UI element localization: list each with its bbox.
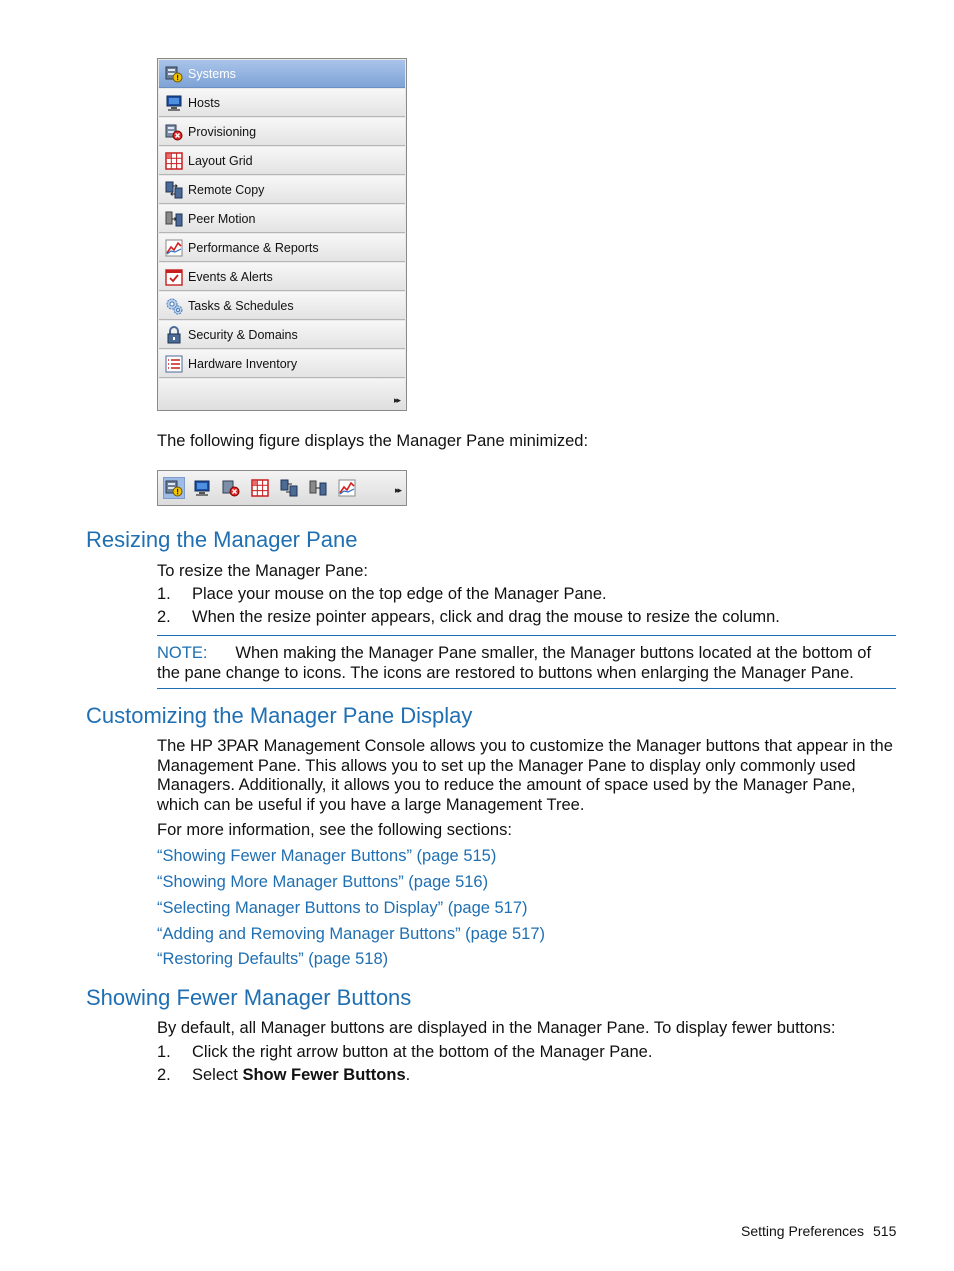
list-item: 2. When the resize pointer appears, click and drag the mouse to resize the column. [157,607,780,626]
list-item: 1. Place your mouse on the top edge of the Manager Pane. [157,585,607,603]
remote-copy-icon [165,181,183,199]
link-selecting-buttons[interactable]: “Selecting Manager Buttons to Display” (page 517) [157,899,528,917]
list-item: 2. Select Show Fewer Buttons. [157,1065,411,1084]
remote-copy-icon[interactable] [278,477,300,499]
manager-button-label: Hosts [188,95,220,110]
customizing-paragraph: The HP 3PAR Management Console allows you to customize the Manager buttons that appear in the Management Pane. This allows you to set up the Manager Pane to display only commonly used Managers. Additionally, it allows you to reduce the amount of space used by the Manager Pane, which can be useful if you have a large Management Tree. [157,737,893,814]
hosts-icon[interactable] [191,477,213,499]
link-showing-more[interactable]: “Showing More Manager Buttons” (page 516) [157,873,489,891]
link-restoring-defaults[interactable]: “Restoring Defaults” (page 518) [157,950,389,968]
manager-button-provisioning[interactable] [159,118,405,146]
more-buttons-arrow-icon[interactable]: ▸▸ [393,395,399,405]
note-text: When making the Manager Pane smaller, the Manager buttons located at the bottom of the pane change to icons. The icons are restored to buttons when enlarging the Manager Pane. [157,644,872,682]
fewer-steps [157,1043,897,1085]
manager-button-label: Provisioning [188,124,257,139]
provisioning-icon[interactable] [220,477,242,499]
manager-button-label: Events & Alerts [188,269,273,284]
manager-button-systems[interactable] [159,60,405,88]
more-info-text: For more information, see the following sections: [157,821,512,839]
systems-icon [165,65,183,83]
provisioning-icon [165,123,183,141]
manager-button-label: Remote Copy [188,182,265,197]
list-item: 1. Click the right arrow button at the bottom of the Manager Pane. [157,1043,653,1061]
manager-button-layout-grid[interactable] [159,147,405,175]
layout-grid-icon [165,152,183,170]
manager-button-performance-reports[interactable] [159,234,405,262]
manager-button-peer-motion[interactable] [159,205,405,233]
section-heading-fewer: Showing Fewer Manager Buttons [86,985,412,1010]
manager-button-hosts[interactable] [159,89,405,117]
minimized-caption: The following figure displays the Manager Pane minimized: [157,432,589,450]
layout-grid-icon[interactable] [249,477,271,499]
manager-button-label: Tasks & Schedules [188,298,294,313]
manager-button-hardware-inventory[interactable] [159,350,405,378]
security-icon [165,326,183,344]
manager-button-label: Hardware Inventory [188,356,298,371]
more-buttons-arrow-icon[interactable]: ▸▸ [394,485,400,495]
peer-motion-icon [165,210,183,228]
manager-pane-footer [159,379,405,410]
link-showing-fewer[interactable]: “Showing Fewer Manager Buttons” (page 515) [157,847,497,865]
manager-button-label: Performance & Reports [188,240,319,255]
footer-section-name: Setting Preferences [741,1223,864,1239]
note-bottom-rule [157,688,896,689]
resizing-steps [157,585,897,627]
manager-button-label: Security & Domains [188,327,298,342]
show-fewer-buttons-label: Show Fewer Buttons [242,1065,406,1084]
section-heading-resizing: Resizing the Manager Pane [86,527,358,552]
section-heading-customizing: Customizing the Manager Pane Display [86,703,473,728]
systems-icon[interactable] [163,477,185,499]
performance-icon [165,239,183,257]
link-adding-removing[interactable]: “Adding and Removing Manager Buttons” (page 517) [157,925,545,943]
manager-button-tasks-schedules[interactable] [159,292,405,320]
manager-button-label: Layout Grid [188,153,253,168]
manager-button-remote-copy[interactable] [159,176,405,204]
manager-button-label: Peer Motion [188,211,256,226]
fewer-intro: By default, all Manager buttons are displayed in the Manager Pane. To display fewer buttons: [157,1019,836,1037]
page-number: 515 [873,1223,897,1239]
note-top-rule [157,635,896,636]
note-label: NOTE: [157,644,208,662]
tasks-icon [165,297,183,315]
peer-motion-icon[interactable] [307,477,329,499]
manager-button-security-domains[interactable] [159,321,405,349]
manager-button-events-alerts[interactable] [159,263,405,291]
events-icon [165,268,183,286]
hosts-icon [165,94,183,112]
manager-pane [157,58,407,411]
performance-icon[interactable] [336,477,358,499]
manager-button-label: Systems [188,66,236,81]
manager-pane-minimized [157,470,407,506]
note-box [157,644,897,683]
resizing-intro: To resize the Manager Pane: [157,562,368,580]
hardware-inventory-icon [165,355,183,373]
